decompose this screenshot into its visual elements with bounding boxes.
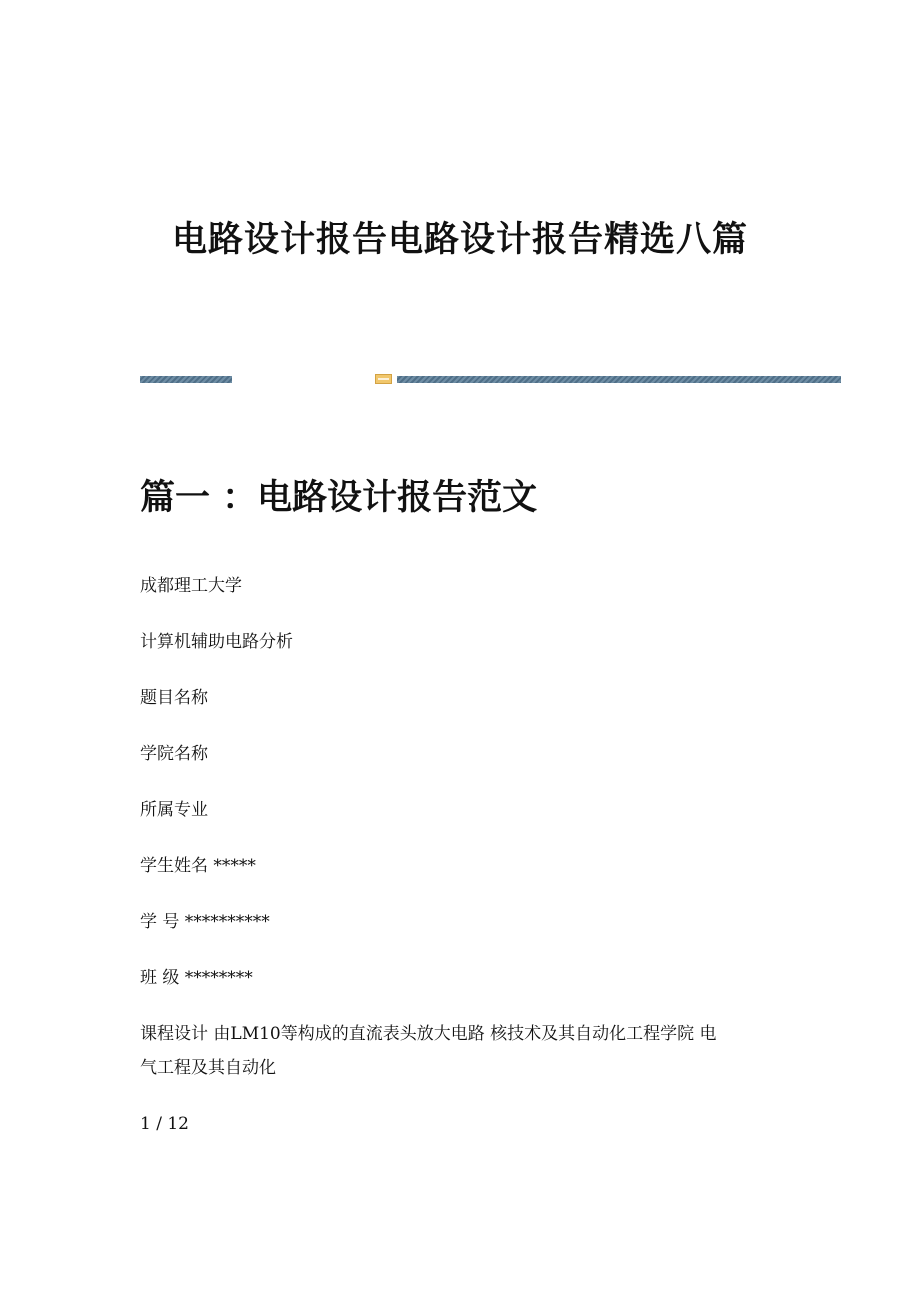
class-line: 班 级 ********: [140, 968, 253, 988]
course-design-line: 课程设计 由LM10等构成的直流表头放大电路 核技术及其自动化工程学院 电: [140, 1024, 717, 1044]
course-design-line-continued: 气工程及其自动化: [140, 1058, 276, 1078]
document-body: [140, 575, 790, 1169]
college-name-label: 学院名称: [140, 744, 208, 764]
university-name: 成都理工大学: [140, 576, 242, 596]
page-indicator: 1 / 12: [140, 1114, 189, 1134]
student-id-line: 学 号 **********: [140, 912, 270, 932]
divider-left-segment: [140, 376, 232, 383]
topic-name-label: 题目名称: [140, 688, 208, 708]
course-name: 计算机辅助电路分析: [140, 632, 293, 652]
divider-right-segment: [397, 376, 841, 383]
section-heading: 篇一 ：电路设计报告范文: [140, 477, 538, 518]
title-divider: [140, 374, 841, 384]
document-title: 电路设计报告电路设计报告精选八篇: [171, 219, 748, 260]
divider-ornament-icon: [375, 374, 392, 384]
major-label: 所属专业: [140, 800, 208, 820]
student-name-line: 学生姓名 *****: [140, 856, 256, 876]
